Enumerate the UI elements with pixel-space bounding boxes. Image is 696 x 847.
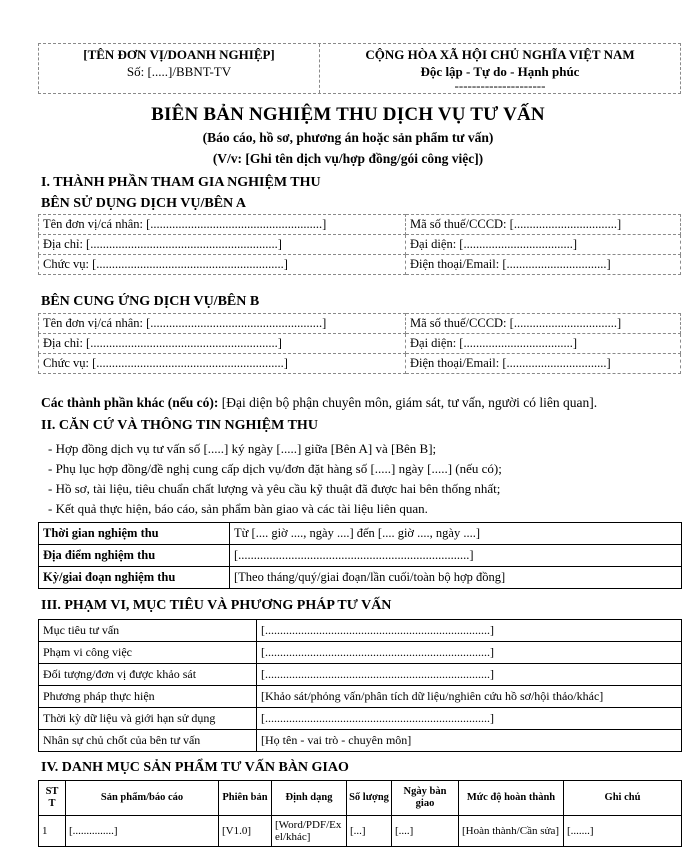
table-row	[39, 730, 682, 752]
cell-completion: [Hoàn thành/Cần sửa]	[459, 816, 564, 847]
table-row	[39, 545, 682, 567]
info-label: Kỳ/giai đoạn nghiệm thu	[39, 567, 230, 589]
scope-label: Phạm vi công việc	[39, 642, 257, 664]
table-row	[39, 686, 682, 708]
scope-table	[38, 619, 682, 752]
table-row	[39, 354, 681, 374]
col-header: Số lượng	[347, 781, 392, 816]
scope-label: Phương pháp thực hiện	[39, 686, 257, 708]
party-b-taxid-cell: Mã số thuế/CCCD: [.................................]	[406, 314, 681, 334]
table-header-row	[39, 781, 682, 816]
party-b-table	[38, 313, 681, 374]
table-row	[39, 816, 682, 847]
org-block	[39, 44, 320, 93]
cell-note: [.......]	[564, 816, 682, 847]
other-participants	[41, 395, 597, 411]
table-row	[39, 334, 681, 354]
list-item: - Kết quả thực hiện, báo cáo, sản phẩm bàn giao và các tài liệu liên quan.	[48, 501, 428, 516]
cell-stt: 1	[39, 816, 66, 847]
cell-format: [Word/PDF/Ex el/khác]	[272, 816, 347, 847]
scope-label: Mục tiêu tư vấn	[39, 620, 257, 642]
other-participants-label: Các thành phần khác (nếu có):	[41, 395, 219, 410]
col-header: Sản phẩm/báo cáo	[66, 781, 219, 816]
table-row	[39, 523, 682, 545]
col-header: Ngày bàn giao	[392, 781, 459, 816]
table-row	[39, 642, 682, 664]
cell-product: [...............]	[66, 816, 219, 847]
scope-value: [Khảo sát/phỏng vấn/phân tích dữ liệu/nghiên cứu hồ sơ/hội thảo/khác]	[257, 686, 682, 708]
info-label: Địa điểm nghiệm thu	[39, 545, 230, 567]
motto-rule: ---------------------	[454, 78, 546, 93]
scope-value: [...........................................................................]	[257, 620, 682, 642]
table-row	[39, 664, 682, 686]
section-1-heading: I. THÀNH PHẦN THAM GIA NGHIỆM THU	[41, 175, 321, 190]
table-row	[39, 567, 682, 589]
national-motto: Độc lập - Tự do - Hạnh phúc	[420, 64, 580, 79]
party-a-rep-cell: Đại diện: [...................................]	[406, 235, 681, 255]
other-participants-text: [Đại diện bộ phận chuyên môn, giám sát, tư vấn, người có liên quan].	[218, 395, 598, 410]
party-b-rep-cell: Đại diện: [...................................]	[406, 334, 681, 354]
scope-label: Đối tượng/đơn vị được khảo sát	[39, 664, 257, 686]
national-block	[320, 44, 680, 93]
col-header: Phiên bản	[219, 781, 272, 816]
section-2-heading: II. CĂN CỨ VÀ THÔNG TIN NGHIỆM THU	[41, 418, 318, 433]
party-a-contact-cell: Điện thoại/Email: [................................]	[406, 255, 681, 275]
party-a-taxid-cell: Mã số thuế/CCCD: [.................................]	[406, 215, 681, 235]
cell-date: [....]	[392, 816, 459, 847]
col-header: Định dạng	[272, 781, 347, 816]
org-name: [TÊN ĐƠN VỊ/DOANH NGHIỆP]	[83, 47, 275, 62]
table-row	[39, 215, 681, 235]
list-item: - Hợp đồng dịch vụ tư vấn số [.....] ký ngày [.....] giữa [Bên A] và [Bên B];	[48, 441, 437, 456]
cell-version: [V1.0]	[219, 816, 272, 847]
table-row	[39, 620, 682, 642]
national-title: CỘNG HÒA XÃ HỘI CHỦ NGHĨA VIỆT NAM	[365, 47, 635, 62]
party-b-position-cell: Chức vụ: [............................................................]	[39, 354, 406, 374]
table-row	[39, 314, 681, 334]
party-a-heading: BÊN SỬ DỤNG DỊCH VỤ/BÊN A	[41, 196, 246, 211]
scope-label: Nhân sự chủ chốt của bên tư vấn	[39, 730, 257, 752]
doc-number: Số: [.....]/BBNT-TV	[126, 64, 232, 79]
list-item: - Hồ sơ, tài liệu, tiêu chuẩn chất lượng và yêu cầu kỹ thuật đã được hai bên thống nhất;	[48, 481, 501, 496]
party-a-address-cell: Địa chỉ: [............................................................]	[39, 235, 406, 255]
scope-value: [...........................................................................]	[257, 664, 682, 686]
col-header: Ghi chú	[564, 781, 682, 816]
section-4-heading: IV. DANH MỤC SẢN PHẨM TƯ VẤN BÀN GIAO	[41, 760, 349, 775]
party-b-contact-cell: Điện thoại/Email: [................................]	[406, 354, 681, 374]
col-header: ST T	[39, 781, 66, 816]
party-a-position-cell: Chức vụ: [............................................................]	[39, 255, 406, 275]
basis-list	[48, 439, 502, 519]
party-b-heading: BÊN CUNG ỨNG DỊCH VỤ/BÊN B	[41, 294, 260, 309]
document-title: BIÊN BẢN NGHIỆM THU DỊCH VỤ TƯ VẤN	[151, 104, 545, 125]
info-value: [..........................................................................]	[230, 545, 682, 567]
table-row	[39, 235, 681, 255]
scope-value: [...........................................................................]	[257, 642, 682, 664]
party-b-address-cell: Địa chỉ: [............................................................]	[39, 334, 406, 354]
list-item: - Phụ lục hợp đồng/đề nghị cung cấp dịch vụ/đơn đặt hàng số [.....] ngày [.....] (nếu có);	[48, 461, 502, 476]
section-3-heading: III. PHẠM VI, MỤC TIÊU VÀ PHƯƠNG PHÁP TƯ VẤN	[41, 598, 392, 613]
party-a-name-cell: Tên đơn vị/cá nhân: [.......................................................]	[39, 215, 406, 235]
scope-label: Thời kỳ dữ liệu và giới hạn sử dụng	[39, 708, 257, 730]
col-header: Mức độ hoàn thành	[459, 781, 564, 816]
table-row	[39, 255, 681, 275]
party-a-table	[38, 214, 681, 275]
scope-value: [...........................................................................]	[257, 708, 682, 730]
cell-quantity: [...]	[347, 816, 392, 847]
acceptance-info-table	[38, 522, 682, 589]
info-label: Thời gian nghiệm thu	[39, 523, 230, 545]
party-b-name-cell: Tên đơn vị/cá nhân: [.......................................................]	[39, 314, 406, 334]
document-reference: (V/v: [Ghi tên dịch vụ/hợp đồng/gói công việc])	[212, 151, 484, 166]
info-value: Từ [.... giờ ...., ngày ....] đến [.... giờ ...., ngày ....]	[230, 523, 682, 545]
document-header	[38, 43, 681, 94]
scope-value: [Họ tên - vai trò - chuyên môn]	[257, 730, 682, 752]
table-row	[39, 708, 682, 730]
info-value: [Theo tháng/quý/giai đoạn/lần cuối/toàn bộ hợp đồng]	[230, 567, 682, 589]
document-subtitle: (Báo cáo, hồ sơ, phương án hoặc sản phẩm tư vấn)	[202, 130, 494, 145]
